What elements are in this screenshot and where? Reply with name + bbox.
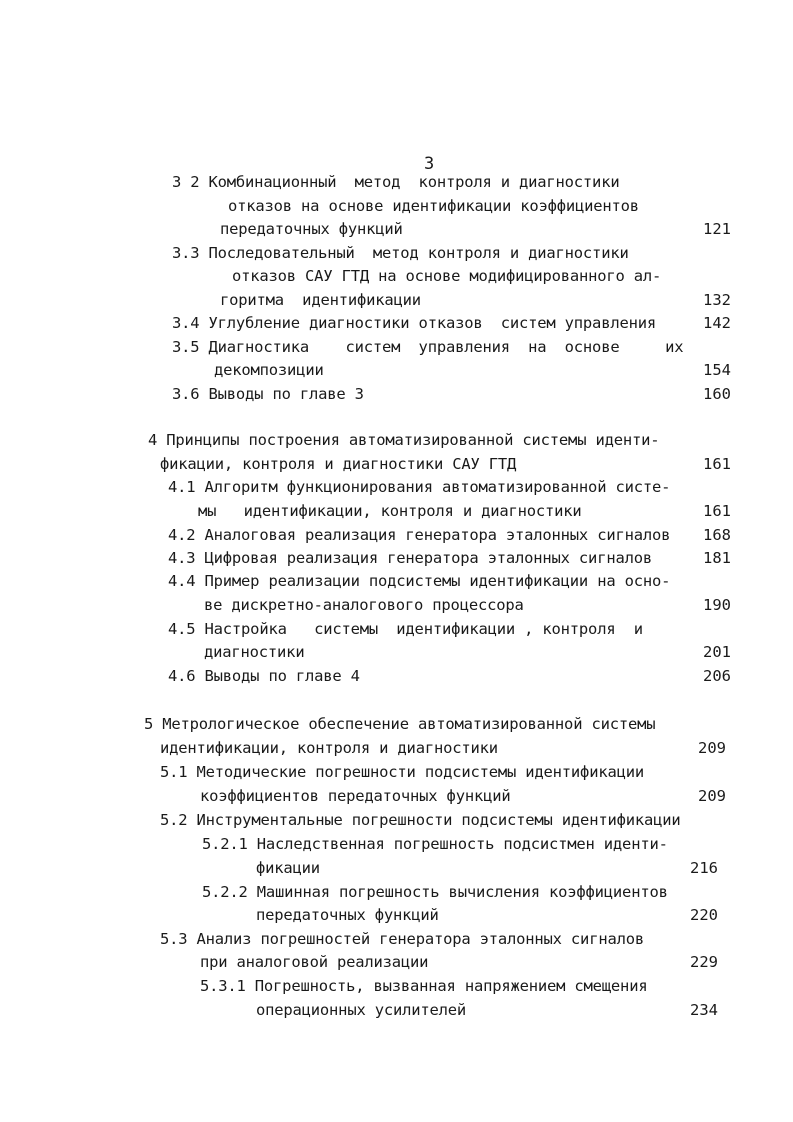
toc-entry-text: 5.2.2 Машинная погрешность вычисления коэффициентов: [202, 883, 668, 901]
toc-entry-text: коэффициентов передаточных функций: [200, 787, 511, 805]
toc-entry-text: 3.6 Выводы по главе 3: [172, 385, 364, 403]
toc-entry-text: 4.4 Пример реализации подсистемы идентификации на осно-: [168, 572, 671, 590]
toc-entry-text: передаточных функций: [256, 906, 439, 924]
toc-entry-text: 5 Метрологическое обеспечение автоматизированной системы: [144, 715, 656, 733]
toc-entry-text: 5.2 Инструментальные погрешности подсистемы идентификации: [160, 811, 681, 829]
toc-entry-text: 3.3 Последовательный метод контроля и диагностики: [172, 244, 629, 262]
toc-entry-text: 3 2 Комбинационный метод контроля и диагностики: [172, 173, 620, 191]
toc-entry-text: горитма идентификации: [220, 291, 421, 309]
toc-page-number: 142: [703, 314, 731, 332]
toc-entry-text: отказов САУ ГТД на основе модифицированного ал-: [232, 267, 662, 285]
toc-entry-text: 4.6 Выводы по главе 4: [168, 667, 360, 685]
toc-entry-text: ве дискретно-аналогового процессора: [204, 596, 524, 614]
toc-entry-text: операционных усилителей: [256, 1001, 467, 1019]
toc-page-number: 234: [690, 1001, 718, 1019]
toc-page-number: 206: [703, 667, 731, 685]
toc-entry-text: идентификации, контроля и диагностики: [160, 739, 498, 757]
toc-page-number: 209: [698, 787, 726, 805]
toc-entry-text: отказов на основе идентификации коэффициентов: [228, 197, 639, 215]
toc-entry-text: 4.3 Цифровая реализация генератора эталонных сигналов: [168, 549, 652, 567]
toc-page-number: 132: [703, 291, 731, 309]
toc-page-number: 229: [690, 953, 718, 971]
toc-entry-text: 5.3.1 Погрешность, вызванная напряжением смещения: [200, 977, 648, 995]
toc-entry-text: передаточных функций: [220, 220, 403, 238]
toc-entry-text: фикации, контроля и диагностики САУ ГТД: [160, 455, 517, 473]
toc-page-number: 216: [690, 859, 718, 877]
toc-entry-text: 4.1 Алгоритм функционирования автоматизированной систе-: [168, 478, 671, 496]
page-number: 3: [424, 154, 435, 174]
toc-entry-text: декомпозиции: [214, 361, 324, 379]
toc-entry-text: фикации: [256, 859, 320, 877]
toc-page-number: 161: [703, 455, 731, 473]
toc-entry-text: 4.2 Аналоговая реализация генератора эталонных сигналов: [168, 526, 671, 544]
toc-page-number: 154: [703, 361, 731, 379]
toc-entry-text: мы идентификации, контроля и диагностики: [198, 502, 582, 520]
toc-entry-text: 4 Принципы построения автоматизированной системы иденти-: [148, 431, 660, 449]
toc-page-number: 168: [703, 526, 731, 544]
toc-entry-text: 4.5 Настройка системы идентификации , контроля и: [168, 620, 643, 638]
toc-entry-text: 3.5 Диагностика систем управления на основе их: [172, 338, 684, 356]
toc-page-number: 220: [690, 906, 718, 924]
toc-page-number: 181: [703, 549, 731, 567]
toc-entry-text: 5.1 Методические погрешности подсистемы идентификации: [160, 763, 644, 781]
toc-page-number: 160: [703, 385, 731, 403]
toc-entry-text: 3.4 Углубление диагностики отказов систем управления: [172, 314, 656, 332]
toc-page-number: 121: [703, 220, 731, 238]
toc-entry-text: при аналоговой реализации: [200, 953, 429, 971]
toc-entry-text: 5.3 Анализ погрешностей генератора эталонных сигналов: [160, 930, 644, 948]
toc-page-number: 190: [703, 596, 731, 614]
toc-page-number: 209: [698, 739, 726, 757]
toc-page-number: 201: [703, 643, 731, 661]
toc-entry-text: 5.2.1 Наследственная погрешность подсистмен иденти-: [202, 835, 668, 853]
toc-page-number: 161: [703, 502, 731, 520]
toc-entry-text: диагностики: [204, 643, 305, 661]
